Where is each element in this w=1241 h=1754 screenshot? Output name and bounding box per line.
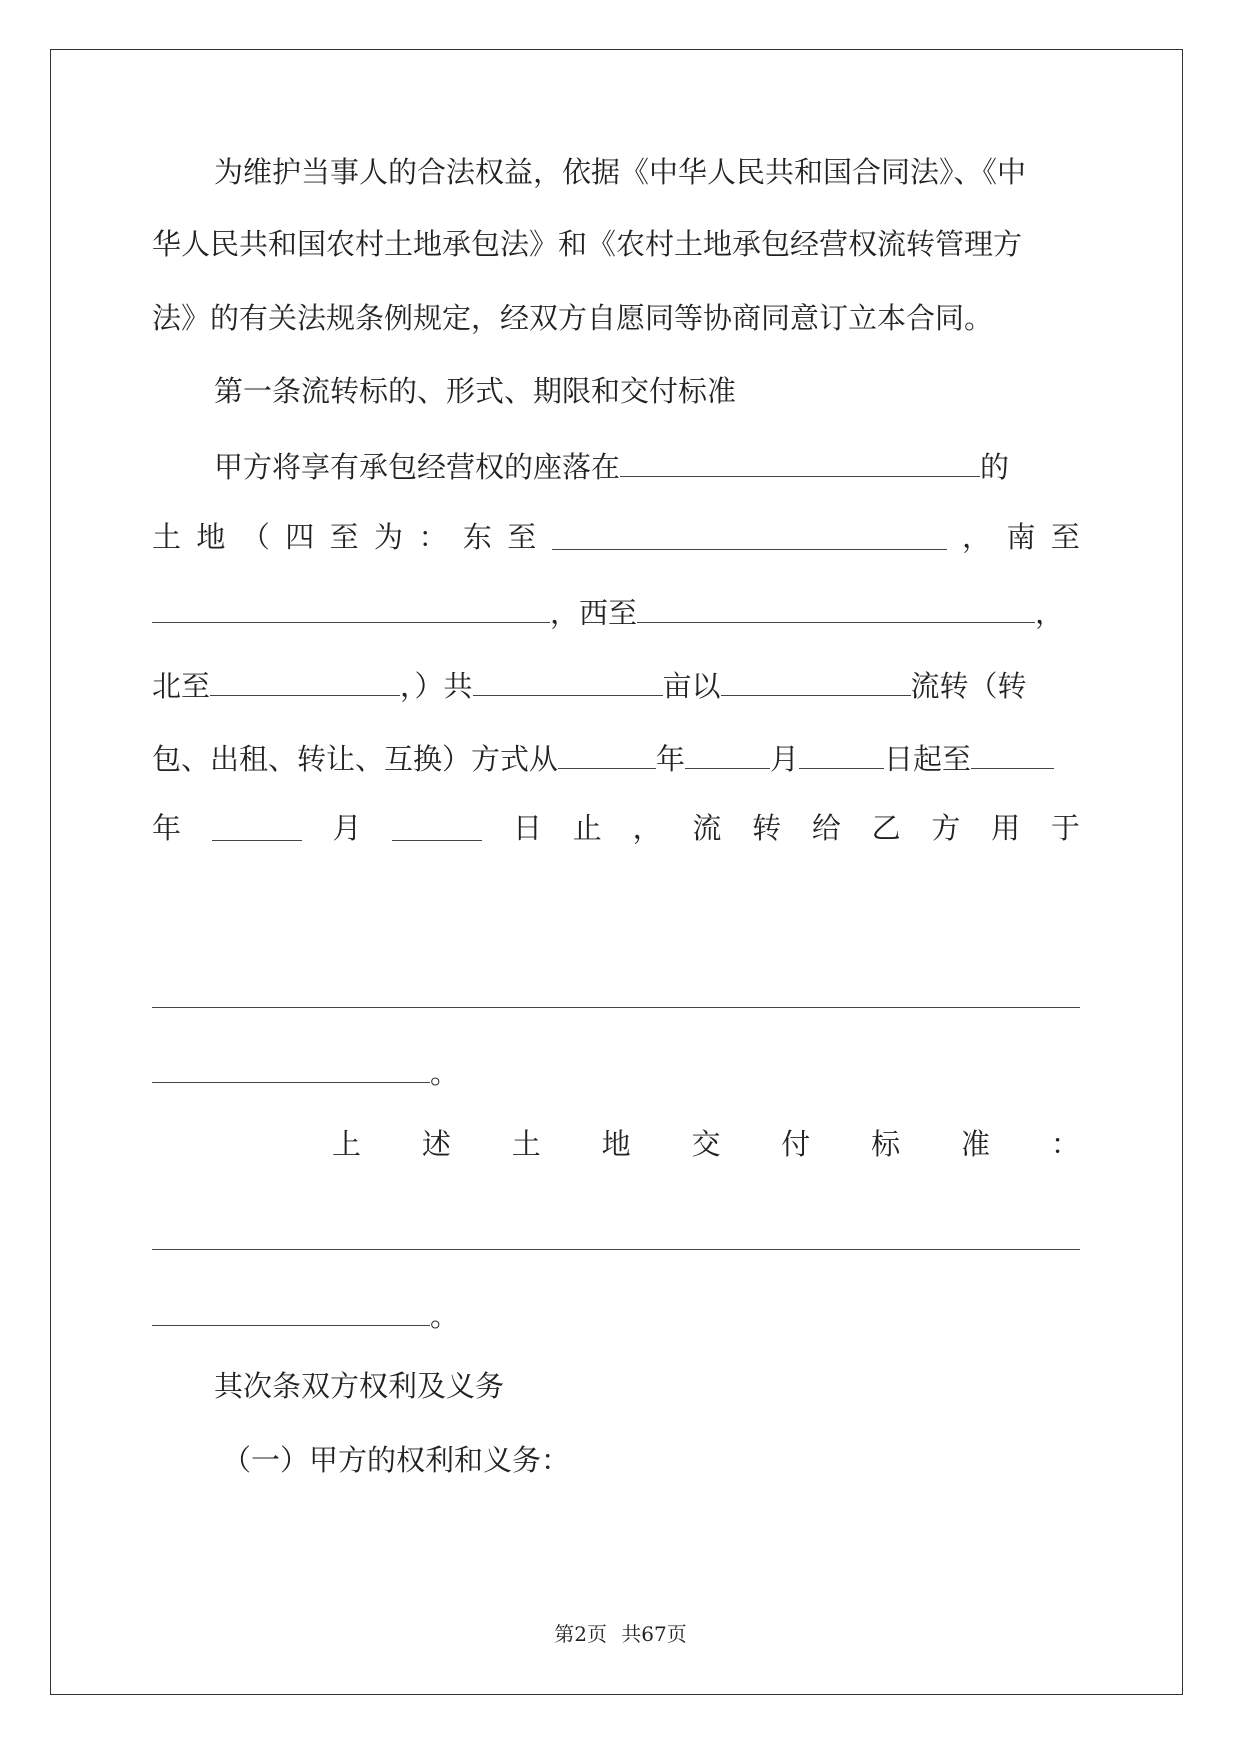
land-line-1 (152, 444, 1142, 487)
land-line-2-char: 土 (152, 520, 182, 554)
article-2-title: 其次条双方权利及义务 (214, 1369, 505, 1403)
land-line-6-char: ， (632, 811, 662, 845)
location-blank (620, 444, 980, 477)
delivery-char: 述 (421, 1127, 451, 1161)
delivery-char: ： (1050, 1127, 1080, 1161)
intro-line-1: 为维护当事人的合法权益，依据《中华人民共和国合同法》、《中 (214, 155, 1027, 189)
land-location-label: 甲方将享有承包经营权的座落在 (214, 450, 621, 484)
land-line-6-char: 乙 (871, 811, 901, 845)
transfer-label: 流转（转 (910, 669, 1027, 703)
north-blank (210, 663, 400, 696)
land-line-2-char: 至 (329, 520, 359, 554)
land-line-2-char: （ (240, 520, 270, 554)
start-day-blank (799, 736, 884, 769)
usage-line-end (152, 1050, 1080, 1093)
land-line-2-char: ： (418, 520, 448, 554)
start-label: 日起至 (884, 742, 972, 776)
start-year-blank (558, 736, 656, 769)
method-text: 包、出租、转让、互换）方式从 (152, 742, 559, 776)
land-line-6-char: 方 (931, 811, 961, 845)
land-line-6-char: 给 (811, 811, 841, 845)
delivery-char: 准 (961, 1127, 991, 1161)
land-line-3 (152, 590, 1080, 633)
land-line-2-char: 为 (374, 520, 404, 554)
year-label: 年 (656, 742, 686, 776)
west-suffix: ， (1035, 596, 1065, 630)
delivery-blank-short (152, 1293, 430, 1326)
mu-label: 亩以 (662, 669, 721, 703)
land-line-5 (152, 736, 1080, 779)
total-label: ，）共 (400, 669, 473, 703)
usage-period: 。 (430, 1056, 460, 1090)
land-line-2-char: 四 (285, 520, 315, 554)
delivery-char: 付 (781, 1127, 811, 1161)
delivery-char: 标 (871, 1127, 901, 1161)
end-year-label: 年 (152, 811, 182, 845)
land-line-2-char: 东 (462, 520, 492, 554)
delivery-char: 地 (601, 1127, 631, 1161)
land-location-suffix: 的 (980, 450, 1010, 484)
south-blank (152, 590, 550, 623)
land-line-6 (152, 808, 1080, 848)
delivery-line (152, 1124, 1080, 1164)
land-line-4 (152, 663, 1080, 706)
land-line-2-char: 南 (1006, 520, 1036, 554)
delivery-line-end (152, 1293, 1080, 1336)
east-blank (552, 517, 947, 550)
start-month-blank (685, 736, 770, 769)
delivery-period: 。 (430, 1299, 460, 1333)
north-label: 北至 (152, 669, 211, 703)
end-month-blank (212, 808, 302, 841)
intro-line-2: 华人民共和国农村土地承包法》和《农村土地承包经营权流转管理方 (152, 227, 1023, 261)
land-line-2-char: ， (962, 520, 992, 554)
west-label: ，西至 (550, 596, 638, 630)
page-number: 第2页 (554, 1622, 607, 1646)
page-footer (0, 1618, 1241, 1647)
article-1-title: 第一条流转标的、形式、期限和交付标准 (214, 374, 737, 408)
land-line-2-char: 至 (507, 520, 537, 554)
land-line-6-char: 转 (752, 811, 782, 845)
west-blank (637, 590, 1035, 623)
delivery-char: 上 (332, 1127, 362, 1161)
month-label: 月 (770, 742, 800, 776)
party-a-rights-heading: （一）甲方的权利和义务： (222, 1443, 571, 1477)
land-line-6-char: 用 (991, 811, 1021, 845)
delivery-char: 土 (511, 1127, 541, 1161)
end-year-blank (971, 736, 1054, 769)
intro-line-3: 法》的有关法规条例规定，经双方自愿同等协商同意订立本合同。 (152, 301, 994, 335)
land-line-2 (152, 517, 1080, 557)
land-line-6-char: 日 (513, 811, 543, 845)
method-blank (721, 663, 911, 696)
usage-blank-full (152, 1006, 1080, 1008)
land-line-2-char: 地 (196, 520, 226, 554)
land-line-6-char: 流 (692, 811, 722, 845)
land-line-6-char: 于 (1050, 811, 1080, 845)
delivery-char: 交 (691, 1127, 721, 1161)
end-day-blank (392, 808, 482, 841)
delivery-blank-full (152, 1248, 1080, 1250)
land-line-6-char: 止 (572, 811, 602, 845)
page-total: 共67页 (621, 1622, 687, 1646)
land-line-2-char: 至 (1050, 520, 1080, 554)
usage-blank-short (152, 1050, 430, 1083)
end-month-label: 月 (332, 811, 362, 845)
area-blank (473, 663, 663, 696)
